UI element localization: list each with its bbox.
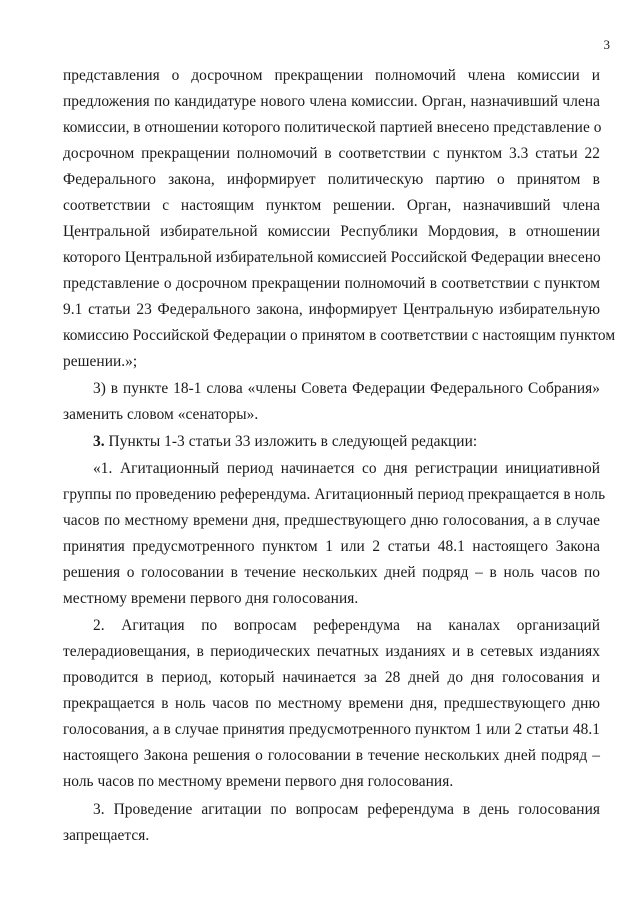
text-line: местному времени первого дня голосования. <box>63 590 359 607</box>
text-line: которого Центральной избирательной комиссией Российской Федерации внесено <box>63 249 601 266</box>
text-line: комиссии, в отношении которого политической партией внесено представление о <box>63 119 602 136</box>
text-line: телерадиовещания, в периодических печатных изданиях и в сетевых изданиях <box>63 643 600 660</box>
section-text: Пункты 1-3 статьи 33 изложить в следующей редакции: <box>104 433 478 450</box>
text-line: ноль часов по местному времени первого дня голосования. <box>63 773 454 790</box>
text-line: 3) в пункте 18-1 слова «члены Совета Федерации Федерального Собрания» <box>93 380 600 397</box>
text-line: предложения по кандидатуре нового члена комиссии. Орган, назначивший члена <box>63 93 600 110</box>
text-line: «1. Агитационный период начинается со дня регистрации инициативной <box>93 460 600 477</box>
text-line: комиссию Российской Федерации о принятом в соответствии с настоящим пунктом <box>63 327 616 344</box>
text-line: группы по проведению референдума. Агитационный период прекращается в ноль <box>63 486 606 503</box>
text-line: прекращается в ноль часов по местному времени дня, предшествующего дню <box>63 695 600 712</box>
text-line: Центральной избирательной комиссии Республики Мордовия, в отношении <box>63 223 600 240</box>
text-line: запрещается. <box>63 827 150 844</box>
text-line: настоящего Закона решения о голосовании в течение нескольких дней подряд – <box>63 747 600 764</box>
text-line: представления о досрочном прекращении полномочий члена комиссии и <box>63 67 600 84</box>
text-line: соответствии с настоящим пунктом решении. Орган, назначивший члена <box>63 197 600 214</box>
text-line: решении.»; <box>63 353 138 370</box>
text-line: принятия предусмотренного пунктом 1 или 2 статьи 48.1 настоящего Закона <box>63 538 600 555</box>
section-number: 3. <box>93 433 105 450</box>
text-line: решения о голосовании в течение нескольких дней подряд – в ноль часов по <box>63 564 600 581</box>
text-line: Федерального закона, информирует политическую партию о принятом в <box>63 171 600 188</box>
text-line: 2. Агитация по вопросам референдума на каналах организаций <box>93 617 600 634</box>
text-line: проводится в период, который начинается за 28 дней до дня голосования и <box>63 669 600 686</box>
text-line: часов по местному времени дня, предшествующего дню голосования, а в случае <box>63 512 600 529</box>
section-heading <box>93 432 477 452</box>
text-line: голосования, а в случае принятия предусмотренного пунктом 1 или 2 статьи 48.1 <box>63 721 600 738</box>
text-line: заменить словом «сенаторы». <box>63 406 259 423</box>
page-number: 3 <box>603 37 610 52</box>
text-line: представление о досрочном прекращении полномочий в соответствии с пунктом <box>63 275 600 292</box>
text-line: 9.1 статьи 23 Федерального закона, информирует Центральную избирательную <box>63 301 600 318</box>
text-line: досрочном прекращении полномочий в соответствии с пунктом 3.3 статьи 22 <box>63 145 600 162</box>
text-line: 3. Проведение агитации по вопросам референдума в день голосования <box>93 801 600 818</box>
